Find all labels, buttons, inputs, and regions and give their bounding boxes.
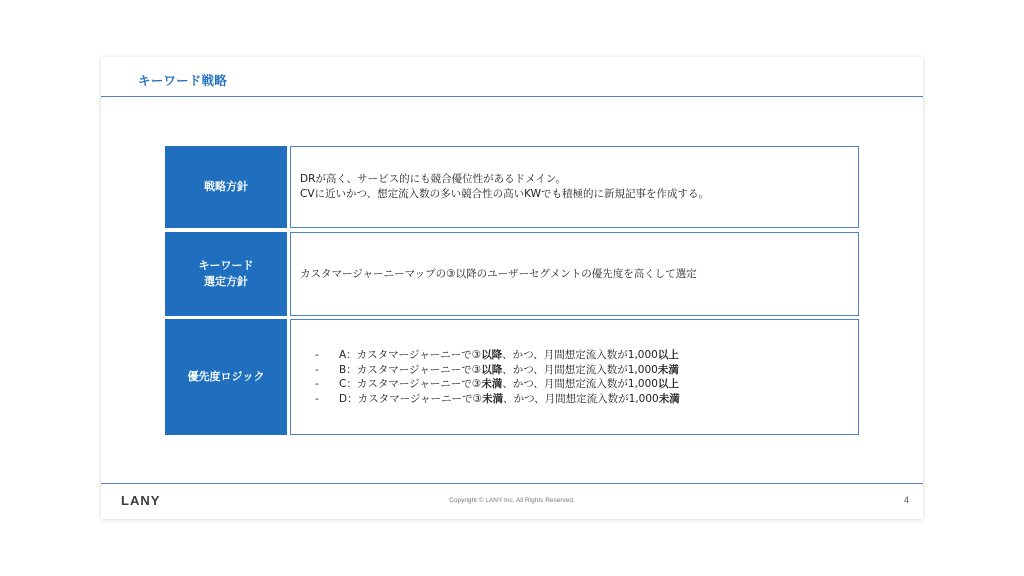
- bullet-dash: -: [315, 349, 319, 361]
- title-divider: [101, 96, 923, 97]
- list-item: [315, 363, 858, 378]
- item-threshold: 以上: [657, 378, 679, 390]
- row-content-keyword-selection: [290, 232, 859, 316]
- item-text: 、かつ、月間想定流入数が1,000: [503, 392, 659, 405]
- row-label-priority-logic: 優先度ロジック: [165, 319, 287, 435]
- row-label-keyword-selection: キーワード 選定方針: [165, 232, 287, 316]
- item-text: 、かつ、月間想定流入数が1,000: [502, 349, 658, 361]
- item-text: C：カスタマージャーニーで③: [339, 378, 482, 390]
- item-stage: 未満: [482, 392, 504, 405]
- company-logo: LANY: [121, 493, 161, 508]
- item-text: D：カスタマージャーニーで③: [339, 392, 483, 405]
- item-stage: 以降: [481, 349, 503, 361]
- row-label-strategy: 戦略方針: [165, 146, 287, 228]
- bullet-dash: -: [315, 378, 319, 390]
- priority-logic-list: [300, 348, 858, 406]
- item-threshold: 以上: [657, 349, 679, 361]
- slide-title: キーワード戦略: [138, 73, 227, 88]
- item-threshold: 未満: [657, 363, 679, 376]
- item-text: 、かつ、月間想定流入数が1,000: [502, 363, 658, 376]
- row-content-priority-logic: [290, 319, 859, 435]
- item-stage: 未満: [481, 378, 503, 390]
- item-threshold: 未満: [658, 392, 680, 405]
- item-stage: 以降: [481, 363, 503, 376]
- bullet-dash: -: [315, 363, 319, 376]
- list-item: [315, 392, 858, 407]
- row-content-strategy: [290, 146, 859, 228]
- footer-divider: [101, 483, 923, 484]
- item-text: B：カスタマージャーニーで③: [339, 363, 482, 376]
- slide: [101, 57, 923, 519]
- strategy-line: DRが高く、サービス的にも競合優位性があるドメイン。: [300, 173, 567, 185]
- bullet-dash: -: [315, 392, 319, 405]
- item-text: A：カスタマージャーニーで③: [339, 349, 482, 361]
- copyright-text: Copyright © LANY Inc. All Rights Reserved.: [449, 497, 575, 504]
- list-item: [315, 348, 858, 363]
- page-number: 4: [903, 495, 909, 505]
- keyword-selection-line: カスタマージャーニーマップの③以降のユーザーセグメントの優先度を高くして選定: [300, 267, 697, 280]
- item-text: 、かつ、月間想定流入数が1,000: [502, 378, 658, 390]
- strategy-line: CVに近いかつ、想定流入数の多い競合性の高いKWでも積極的に新規記事を作成する。: [300, 188, 709, 200]
- list-item: [315, 377, 858, 392]
